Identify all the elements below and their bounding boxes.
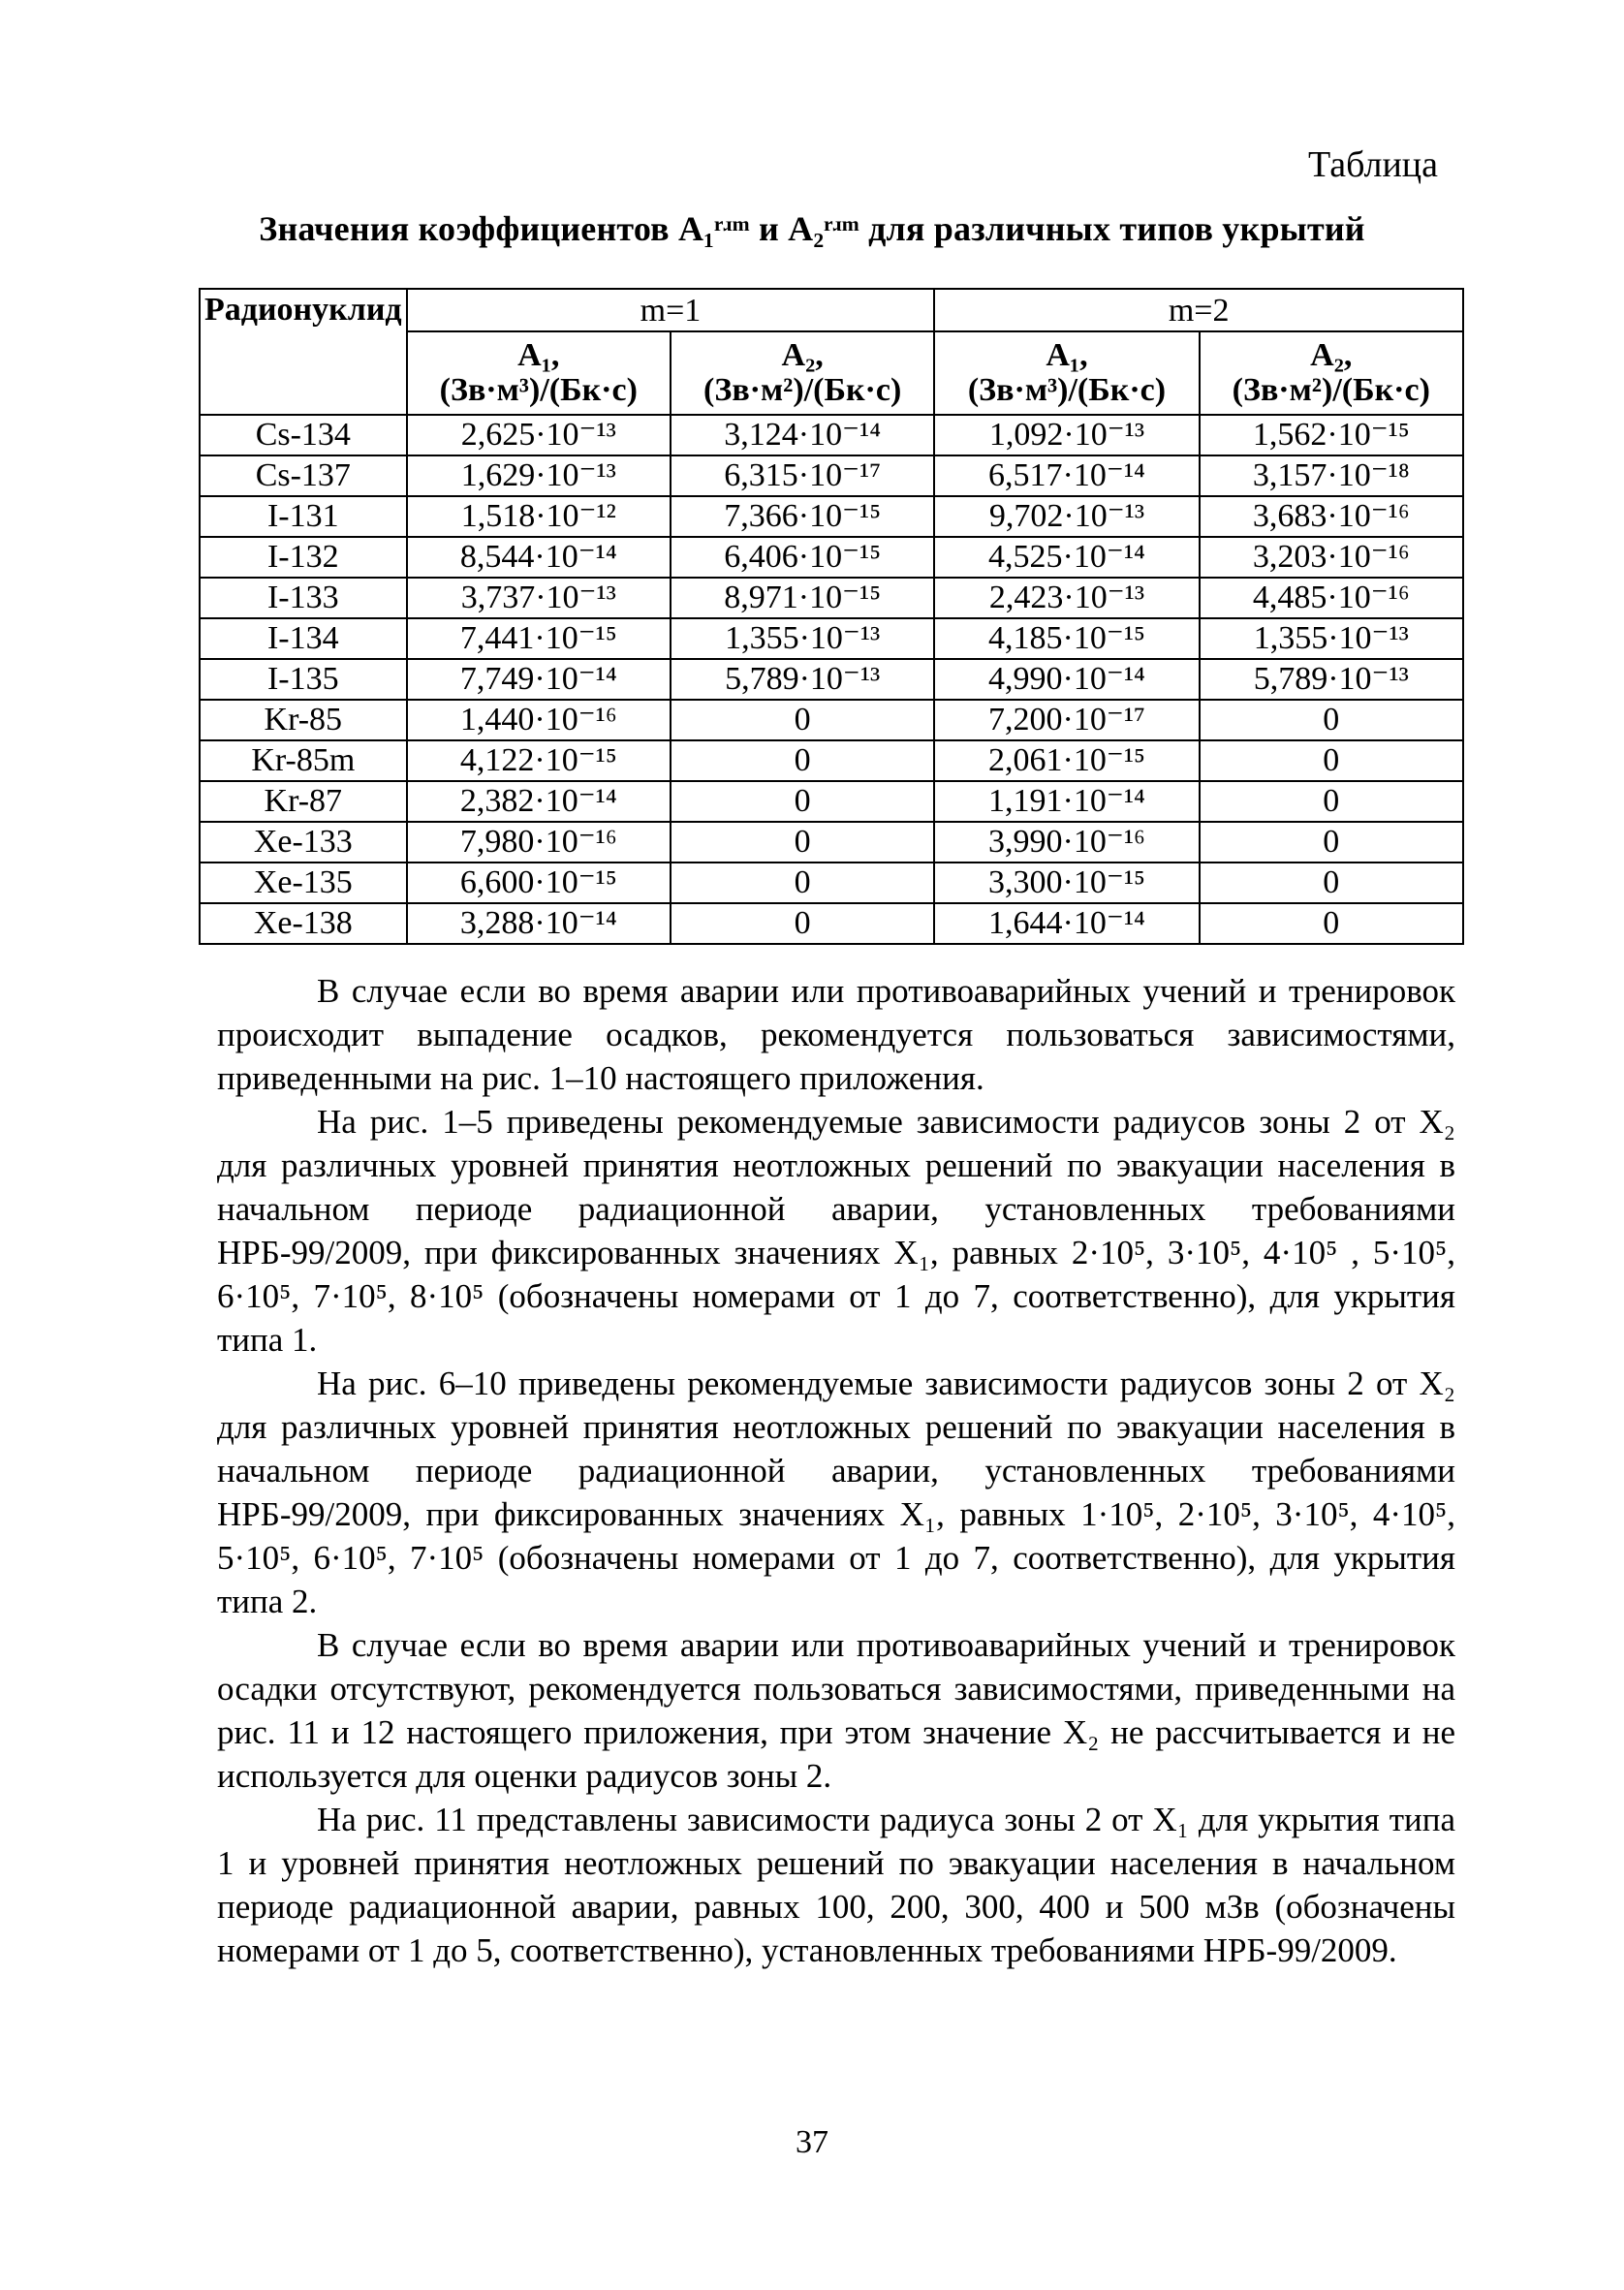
a2-m2-cell: 1,562·10⁻¹⁵ (1200, 415, 1463, 455)
table-row (200, 618, 1463, 659)
nuclide-cell: Xe-138 (200, 903, 407, 944)
nuclide-cell: Cs-137 (200, 455, 407, 496)
a1-m2-cell: 4,525·10⁻¹⁴ (934, 537, 1199, 578)
body-text (217, 969, 1455, 1972)
table-body (200, 415, 1463, 944)
header-a2-m2 (1200, 331, 1463, 415)
a1-m1-cell: 8,544·10⁻¹⁴ (407, 537, 671, 578)
header-a1-m1-unit: (Зв·м³)/(Бк·с) (439, 372, 638, 408)
a1-m2-cell: 1,644·10⁻¹⁴ (934, 903, 1199, 944)
nuclide-cell: I-132 (200, 537, 407, 578)
table-row (200, 781, 1463, 822)
header-a1-m2-unit: (Зв·м³)/(Бк·с) (967, 372, 1167, 408)
nuclide-cell: Kr-87 (200, 781, 407, 822)
table-row (200, 863, 1463, 903)
a2-m2-cell: 0 (1200, 863, 1463, 903)
a1-m1-cell: 2,382·10⁻¹⁴ (407, 781, 671, 822)
table-row (200, 903, 1463, 944)
a1-m1-cell: 6,600·10⁻¹⁵ (407, 863, 671, 903)
a1-m1-cell: 1,629·10⁻¹³ (407, 455, 671, 496)
a1-m2-cell: 9,702·10⁻¹³ (934, 496, 1199, 537)
table-row (200, 537, 1463, 578)
a1-m1-cell: 3,288·10⁻¹⁴ (407, 903, 671, 944)
paragraph: В случае если во время аварии или противоаварийных учений и тренировок происходит выпадение осадков, рекомендуется пользоваться зависимостями, приведенными на рис. 1–10 настоящего приложения. (217, 972, 1455, 1097)
a1-m2-cell: 3,990·10⁻¹⁶ (934, 822, 1199, 863)
a2-m2-cell: 5,789·10⁻¹³ (1200, 659, 1463, 700)
a2-m2-cell: 3,157·10⁻¹⁸ (1200, 455, 1463, 496)
table-row (200, 659, 1463, 700)
header-a1-m2-symbol: A₁, (1046, 337, 1088, 373)
table-row (200, 740, 1463, 781)
a2-m2-cell: 0 (1200, 822, 1463, 863)
header-a2-m2-unit: (Зв·м²)/(Бк·с) (1232, 372, 1430, 408)
a2-m1-cell: 0 (671, 740, 934, 781)
a1-m1-cell: 1,518·10⁻¹² (407, 496, 671, 537)
a1-m1-cell: 7,441·10⁻¹⁵ (407, 618, 671, 659)
a1-m1-cell: 7,749·10⁻¹⁴ (407, 659, 671, 700)
a1-m2-cell: 2,061·10⁻¹⁵ (934, 740, 1199, 781)
a2-m1-cell: 6,315·10⁻¹⁷ (671, 455, 934, 496)
a1-m1-cell: 3,737·10⁻¹³ (407, 578, 671, 618)
a2-m1-cell: 0 (671, 863, 934, 903)
nuclide-cell: I-134 (200, 618, 407, 659)
a1-m1-cell: 2,625·10⁻¹³ (407, 415, 671, 455)
a2-m1-cell: 1,355·10⁻¹³ (671, 618, 934, 659)
a1-m2-cell: 3,300·10⁻¹⁵ (934, 863, 1199, 903)
nuclide-cell: I-131 (200, 496, 407, 537)
a2-m2-cell: 0 (1200, 700, 1463, 740)
a1-m1-cell: 7,980·10⁻¹⁶ (407, 822, 671, 863)
nuclide-cell: Xe-133 (200, 822, 407, 863)
table-row (200, 415, 1463, 455)
a2-m1-cell: 0 (671, 822, 934, 863)
a1-m2-cell: 4,990·10⁻¹⁴ (934, 659, 1199, 700)
header-a1-m1-symbol: A₁, (517, 337, 560, 373)
nuclide-cell: Kr-85m (200, 740, 407, 781)
page-number: 37 (796, 2124, 828, 2160)
a1-m1-cell: 4,122·10⁻¹⁵ (407, 740, 671, 781)
header-a2-m1-unit: (Зв·м²)/(Бк·с) (703, 372, 902, 408)
a2-m1-cell: 5,789·10⁻¹³ (671, 659, 934, 700)
nuclide-cell: I-133 (200, 578, 407, 618)
table-row (200, 455, 1463, 496)
header-nuclide: Радионуклид (200, 289, 407, 415)
a2-m2-cell: 4,485·10⁻¹⁶ (1200, 578, 1463, 618)
nuclide-cell: Cs-134 (200, 415, 407, 455)
nuclide-cell: Kr-85 (200, 700, 407, 740)
a1-m2-cell: 1,092·10⁻¹³ (934, 415, 1199, 455)
header-a1-m1 (407, 331, 671, 415)
a1-m2-cell: 7,200·10⁻¹⁷ (934, 700, 1199, 740)
a2-m2-cell: 3,203·10⁻¹⁶ (1200, 537, 1463, 578)
a1-m2-cell: 4,185·10⁻¹⁵ (934, 618, 1199, 659)
a1-m2-cell: 1,191·10⁻¹⁴ (934, 781, 1199, 822)
nuclide-cell: I-135 (200, 659, 407, 700)
a1-m2-cell: 6,517·10⁻¹⁴ (934, 455, 1199, 496)
a2-m1-cell: 0 (671, 781, 934, 822)
table-row (200, 822, 1463, 863)
table-title: Значения коэффициентов A₁ʳʴᵐ и A₂ʳʴᵐ для различных типов укрытий (259, 209, 1365, 248)
a2-m1-cell: 0 (671, 903, 934, 944)
table-row (200, 578, 1463, 618)
paragraph: На рис. 11 представлены зависимости радиуса зоны 2 от X₁ для укрытия типа 1 и уровней принятия неотложных решений по эвакуации населения в начальном периоде радиационной аварии, равных 100, 200, 300, 400 и 500 мЗв (обозначены номерами от 1 до 5, соответственно), установленных требованиями НРБ-99/2009. (217, 1801, 1455, 1969)
paragraph: На рис. 1–5 приведены рекомендуемые зависимости радиусов зоны 2 от X₂ для различных уровней принятия неотложных решений по эвакуации населения в начальном периоде радиационной аварии, установленных требованиями НРБ-99/2009, при фиксированных значениях X₁, равных 2·10⁵, 3·10⁵, 4·10⁵ , 5·10⁵, 6·10⁵, 7·10⁵, 8·10⁵ (обозначены номерами от 1 до 7, соответственно), для укрытия типа 1. (217, 1103, 1455, 1359)
header-group-m1: m=1 (407, 289, 935, 331)
nuclide-cell: Xe-135 (200, 863, 407, 903)
header-a2-m2-symbol: A₂, (1310, 337, 1353, 373)
a2-m2-cell: 1,355·10⁻¹³ (1200, 618, 1463, 659)
a2-m1-cell: 7,366·10⁻¹⁵ (671, 496, 934, 537)
header-a1-m2 (934, 331, 1199, 415)
a1-m1-cell: 1,440·10⁻¹⁶ (407, 700, 671, 740)
header-a2-m1 (671, 331, 934, 415)
coefficients-table (199, 288, 1464, 945)
header-a2-m1-symbol: A₂, (781, 337, 824, 373)
a2-m1-cell: 0 (671, 700, 934, 740)
a2-m1-cell: 3,124·10⁻¹⁴ (671, 415, 934, 455)
paragraph: В случае если во время аварии или противоаварийных учений и тренировок осадки отсутствуют, рекомендуется пользоваться зависимостями, приведенными на рис. 11 и 12 настоящего приложения, при этом значение X₂ не рассчитывается и не используется для оценки радиусов зоны 2. (217, 1626, 1455, 1795)
a1-m2-cell: 2,423·10⁻¹³ (934, 578, 1199, 618)
paragraph: На рис. 6–10 приведены рекомендуемые зависимости радиусов зоны 2 от X₂ для различных уровней принятия неотложных решений по эвакуации населения в начальном периоде радиационной аварии, установленных требованиями НРБ-99/2009, при фиксированных значениях X₁, равных 1·10⁵, 2·10⁵, 3·10⁵, 4·10⁵, 5·10⁵, 6·10⁵, 7·10⁵ (обозначены номерами от 1 до 7, соответственно), для укрытия типа 2. (217, 1365, 1455, 1620)
table-label: Таблица (1307, 144, 1438, 185)
a2-m1-cell: 8,971·10⁻¹⁵ (671, 578, 934, 618)
a2-m2-cell: 0 (1200, 903, 1463, 944)
table-row (200, 700, 1463, 740)
header-group-m2: m=2 (934, 289, 1463, 331)
table-row (200, 496, 1463, 537)
a2-m2-cell: 0 (1200, 781, 1463, 822)
a2-m2-cell: 3,683·10⁻¹⁶ (1200, 496, 1463, 537)
a2-m1-cell: 6,406·10⁻¹⁵ (671, 537, 934, 578)
a2-m2-cell: 0 (1200, 740, 1463, 781)
